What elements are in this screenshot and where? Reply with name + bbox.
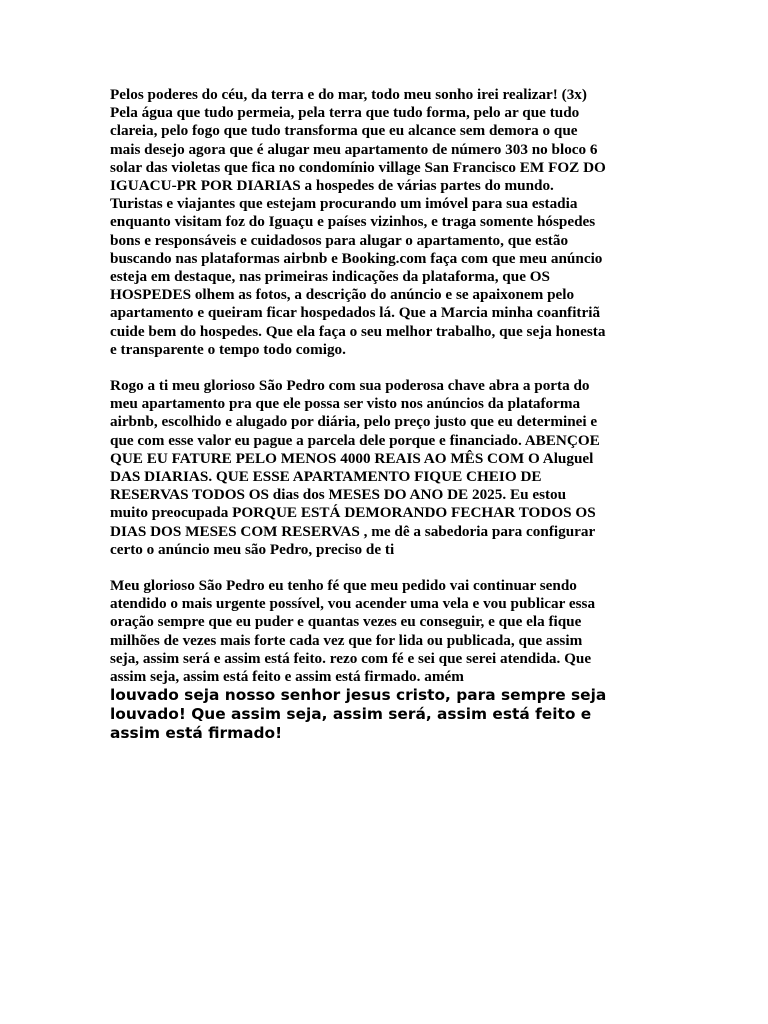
paragraph-faith: Meu glorioso São Pedro eu tenho fé que meu pedido vai continuar sendo atendido o mais urgente possível, vou acender uma vela e vou publicar essa oração sempre que eu puder e quantas vezes eu conseguir, e que ela fique milhões de vezes mais forte cada vez que for lida ou publicada, que assim seja, assim será e assim está feito. rezo com fé e sei que serei atendida. Que assim seja, assim está feito e assim está firmado. amém	[110, 577, 596, 686]
paragraph-invocation: Pelos poderes do céu, da terra e do mar, todo meu sonho irei realizar! (3x) Pela água que tudo permeia, pela terra que tudo forma, pelo ar que tudo clareia, pelo fogo que tudo transforma que eu alcance sem demora o que mais desejo agora que é alugar meu apartamento de número 303 no bloco 6 solar das violetas que fica no condomínio village San Francisco EM FOZ DO IGUACU-PR POR DIARIAS a hospedes de várias partes do mundo. Turistas e viajantes que estejam procurando um imóvel para sua estadia enquanto visitam foz do Iguaçu e países vizinhos, e traga somente hóspedes bons e responsáveis e cuidadosos para alugar o apartamento, que estão buscando nas plataformas airbnb e Booking.com faça com que meu anúncio esteja em destaque, nas primeiras indicações da plataforma, que OS HOSPEDES olhem as fotos, a descrição do anúncio e se apaixonem pelo apartamento e queiram ficar hospedados lá. Que a Marcia minha coanfitriã cuide bem do hospedes. Que ela faça o seu melhor trabalho, que seja honesta e transparente o tempo todo comigo.	[110, 86, 606, 358]
document-body	[110, 86, 670, 743]
paragraph-sao-pedro-plea: Rogo a ti meu glorioso São Pedro com sua poderosa chave abra a porta do meu apartamento pra que ele possa ser visto nos anúncios da plataforma airbnb, escolhido e alugado por diária, pelo preço justo que eu determinei e que com esse valor eu pague a parcela dele porque e financiado. ABENÇOE QUE EU FATURE PELO MENOS 4000 REAIS AO MÊS COM O Aluguel DAS DIARIAS. QUE ESSE APARTAMENTO FIQUE CHEIO DE RESERVAS TODOS OS dias dos MESES DO ANO DE 2025. Eu estou muito preocupada PORQUE ESTÁ DEMORANDO FECHAR TODOS OS DIAS DOS MESES COM RESERVAS , me dê a sabedoria para configurar certo o anúncio meu são Pedro, preciso de ti	[110, 377, 600, 558]
closing-praise: louvado seja nosso senhor jesus cristo, para sempre seja louvado! Que assim seja, assim será, assim está feito e assim está firmado!	[110, 686, 607, 743]
